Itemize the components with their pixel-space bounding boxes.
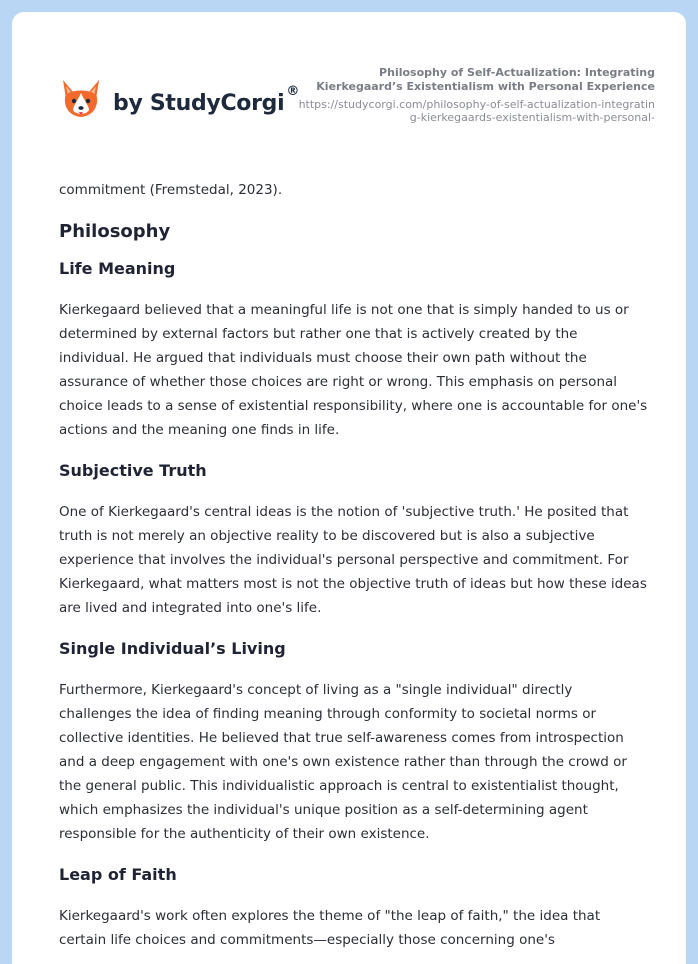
document-page: [12, 12, 686, 964]
registered-mark: ®: [286, 83, 300, 99]
brand-logo[interactable]: [60, 76, 299, 122]
document-url-link[interactable]: https://studycorgi.com/philosophy-of-self-actualization-integrating-kierkegaards-existentialism-with-personal-: [298, 98, 655, 124]
paragraph-single-individual: Furthermore, Kierkegaard's concept of living as a "single individual" directly challenges the idea of finding meaning through conformity to societal norms or collective identities. He believed that true self-awareness comes from introspection and a deep engagement with one's own existence rather than through the crowd or the general public. This individualistic approach is central to existentialist thought, which emphasizes the individual's unique position as a self-determining agent responsible for the authenticity of their own existence.: [59, 682, 627, 842]
paragraph-life-meaning: Kierkegaard believed that a meaningful life is not one that is simply handed to us or determined by external factors but rather one that is actively created by the individual. He argued that individuals must choose their own path without the assurance of whether those choices are right or wrong. This emphasis on personal choice leads to a sense of existential responsibility, where one is accountable for one's actions and the meaning one finds in life.: [59, 302, 648, 438]
paragraph-leap-of-faith: Kierkegaard's work often explores the theme of "the leap of faith," the idea that certain life choices and commitments—especially those concerning one's: [59, 908, 601, 948]
brand-name: by StudyCorgi: [113, 90, 285, 116]
subsection-heading-subjective-truth: Subjective Truth: [59, 461, 207, 480]
article-body: [59, 178, 649, 964]
document-title: Philosophy of Self-Actualization: Integrating Kierkegaard’s Existentialism with Personal Experience: [316, 66, 655, 93]
subsection-heading-single-individual: Single Individual’s Living: [59, 639, 286, 658]
corgi-dog-icon: [60, 76, 102, 122]
paragraph-subjective-truth: One of Kierkegaard's central ideas is the notion of 'subjective truth.' He posited that truth is not merely an objective reality to be discovered but is also a subjective experience that involves the individual's personal perspective and commitment. For Kierkegaard, what matters most is not the objective truth of ideas but how these ideas are lived and integrated into one's life.: [59, 504, 647, 616]
lead-paragraph: commitment (Fremstedal, 2023).: [59, 182, 283, 198]
subsection-heading-life-meaning: Life Meaning: [59, 259, 176, 278]
section-heading-philosophy: Philosophy: [59, 221, 171, 242]
subsection-heading-leap-of-faith: Leap of Faith: [59, 865, 177, 884]
page-header: [12, 12, 686, 142]
document-meta: [295, 66, 655, 124]
